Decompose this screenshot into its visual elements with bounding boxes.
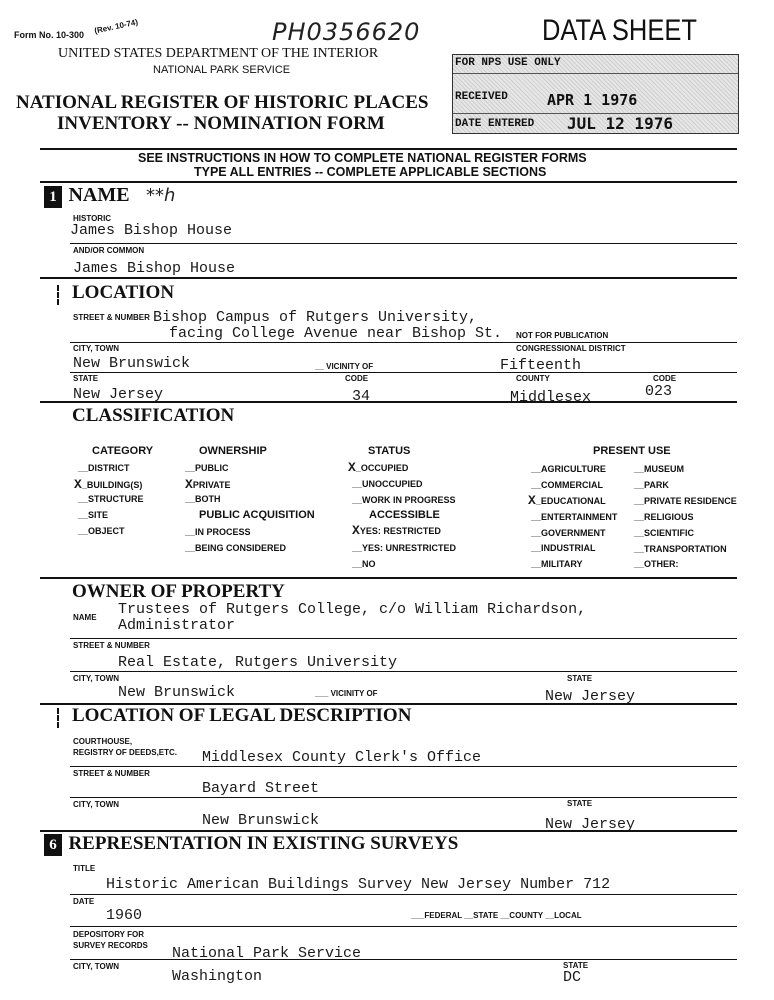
owner-section-title: OWNER OF PROPERTY [72, 581, 285, 602]
county-code-label: CODE [653, 374, 677, 383]
use-private-residence[interactable]: __PRIVATE RESIDENCE [634, 496, 737, 506]
data-sheet-stamp: DATA SHEET [542, 14, 697, 47]
historic-label: HISTORIC [73, 214, 112, 223]
use-scientific[interactable]: __SCIENTIFIC [634, 528, 695, 538]
status-heading: STATUS [368, 445, 411, 457]
owner-vicinity-label: ___ VICINITY OF [315, 689, 378, 698]
survey-date: 1960 [106, 907, 143, 924]
instructions-line-1: SEE INSTRUCTIONS IN HOW TO COMPLETE NATIONAL REGISTER FORMS [138, 151, 587, 165]
owner-street: Real Estate, Rutgers University [118, 654, 398, 671]
depository-value: National Park Service [172, 945, 362, 962]
survey-state-label: STATE [563, 961, 589, 970]
section-6-header [44, 833, 458, 856]
ownership-public[interactable]: __PUBLIC [185, 463, 229, 473]
use-transportation[interactable]: __TRANSPORTATION [634, 544, 727, 554]
use-entertainment[interactable]: __ENTERTAINMENT [531, 512, 618, 522]
category-structure[interactable]: __STRUCTURE [78, 494, 144, 504]
use-government[interactable]: __GOVERNMENT [531, 528, 606, 538]
depository-label-line-2: SURVEY RECORDS [73, 941, 148, 950]
survey-title-label: TITLE [73, 864, 96, 873]
city-label: CITY, TOWN [73, 344, 120, 353]
acquisition-in-process[interactable]: __IN PROCESS [185, 527, 251, 537]
location-city: New Brunswick [73, 355, 191, 372]
use-park[interactable]: __PARK [634, 480, 669, 490]
survey-city-label: CITY, TOWN [73, 962, 120, 971]
courthouse-label-line-1: COURTHOUSE, [73, 737, 133, 746]
legal-state-label: STATE [567, 799, 593, 808]
county-name: Middlesex [510, 389, 592, 406]
category-site[interactable]: __SITE [78, 510, 109, 520]
agency-name: NATIONAL PARK SERVICE [153, 64, 291, 76]
present-use-heading: PRESENT USE [593, 445, 671, 457]
received-date: APR 1 1976 [547, 91, 638, 109]
category-object[interactable]: __OBJECT [78, 526, 125, 536]
street-label: STREET & NUMBER [73, 313, 150, 322]
field-line [70, 372, 737, 373]
accessible-yes-unrestricted[interactable]: __YES: UNRESTRICTED [352, 543, 457, 553]
form-number: Form No. 10-300 [14, 30, 85, 40]
legal-state: New Jersey [545, 816, 636, 833]
section-title: NAME [68, 184, 130, 206]
section-number: 1 [44, 186, 62, 208]
divider [40, 148, 737, 150]
classification-section-title: CLASSIFICATION [72, 405, 235, 426]
county-label: COUNTY [516, 374, 550, 383]
congressional-district-label: CONGRESSIONAL DISTRICT [516, 344, 626, 353]
location-section-title: LOCATION [72, 282, 175, 303]
owner-city: New Brunswick [118, 684, 236, 701]
nps-use-only-box [452, 54, 739, 134]
section-marker [57, 708, 61, 728]
ownership-private[interactable]: XPRIVATE [185, 477, 231, 492]
use-other[interactable]: __OTHER: [634, 559, 679, 569]
legal-city: New Brunswick [202, 812, 320, 829]
accessible-yes-restricted[interactable]: XYES: RESTRICTED [352, 523, 441, 538]
handwritten-annotation: **h [146, 185, 176, 206]
field-line [70, 926, 737, 927]
use-educational[interactable]: X_EDUCATIONAL [528, 493, 606, 508]
owner-state-label: STATE [567, 674, 593, 683]
field-line [70, 766, 737, 767]
received-label: RECEIVED [455, 91, 508, 103]
not-for-publication-label: NOT FOR PUBLICATION [516, 331, 609, 340]
congressional-district: Fifteenth [500, 357, 582, 374]
common-name: James Bishop House [73, 260, 236, 277]
divider [40, 830, 737, 832]
category-district[interactable]: __DISTRICT [78, 463, 130, 473]
field-line [70, 638, 737, 639]
ownership-both[interactable]: __BOTH [185, 494, 221, 504]
handwritten-reference-number: PH0356620 [272, 18, 421, 46]
section-marker [57, 285, 61, 305]
instructions-line-2: TYPE ALL ENTRIES -- COMPLETE APPLICABLE SECTIONS [194, 165, 547, 179]
surveys-section-title: REPRESENTATION IN EXISTING SURVEYS [68, 833, 459, 854]
survey-city: Washington [172, 968, 263, 985]
date-entered-value: JUL 12 1976 [567, 114, 673, 133]
divider [40, 401, 737, 403]
section-1-header [44, 184, 175, 208]
field-line [70, 959, 737, 960]
state-code-label: CODE [345, 374, 369, 383]
acquisition-being-considered[interactable]: __BEING CONSIDERED [185, 543, 287, 553]
use-commercial[interactable]: __COMMERCIAL [531, 480, 604, 490]
use-religious[interactable]: __RELIGIOUS [634, 512, 694, 522]
survey-levels: ___FEDERAL __STATE __COUNTY __LOCAL [411, 911, 582, 920]
survey-date-label: DATE [73, 897, 95, 906]
state-label: STATE [73, 374, 99, 383]
category-buildings[interactable]: X_BUILDING(S) [74, 477, 143, 492]
use-military[interactable]: __MILITARY [531, 559, 583, 569]
nps-use-only-label: FOR NPS USE ONLY [455, 57, 561, 69]
field-line [70, 671, 737, 672]
legal-street: Bayard Street [202, 780, 320, 797]
ownership-heading: OWNERSHIP [199, 445, 267, 457]
section-number: 6 [44, 834, 62, 856]
common-name-label: AND/OR COMMON [73, 246, 145, 255]
owner-city-label: CITY, TOWN [73, 674, 120, 683]
depository-label-line-1: DEPOSITORY FOR [73, 930, 144, 939]
field-line [70, 894, 737, 895]
accessible-heading: ACCESSIBLE [369, 509, 440, 521]
courthouse-label-line-2: REGISTRY OF DEEDS,ETC. [73, 748, 178, 757]
divider [40, 181, 737, 183]
divider [40, 577, 737, 579]
owner-name-line-2: Administrator [118, 617, 236, 634]
owner-state: New Jersey [545, 688, 636, 705]
historic-name: James Bishop House [70, 222, 233, 239]
form-title-line-2: INVENTORY -- NOMINATION FORM [57, 113, 385, 134]
owner-name-label: NAME [73, 613, 97, 622]
department-name: UNITED STATES DEPARTMENT OF THE INTERIOR [58, 46, 379, 61]
location-street-line-1: Bishop Campus of Rutgers University, [153, 309, 478, 326]
legal-description-section-title: LOCATION OF LEGAL DESCRIPTION [72, 705, 412, 726]
category-heading: CATEGORY [92, 445, 154, 457]
owner-street-label: STREET & NUMBER [73, 641, 150, 650]
form-title-line-1: NATIONAL REGISTER OF HISTORIC PLACES [16, 92, 429, 113]
survey-state: DC [563, 969, 582, 986]
use-industrial[interactable]: __INDUSTRIAL [531, 543, 596, 553]
field-line [70, 243, 737, 244]
owner-name-line-1: Trustees of Rutgers College, c/o William Richardson, [118, 601, 587, 618]
public-acquisition-heading: PUBLIC ACQUISITION [199, 509, 315, 521]
county-code: 023 [645, 383, 673, 400]
status-occupied[interactable]: X_OCCUPIED [348, 460, 409, 475]
use-agriculture[interactable]: __AGRICULTURE [531, 464, 606, 474]
divider [40, 277, 737, 279]
form-revision: (Rev. 10-74) [93, 17, 139, 36]
vicinity-label: __ VICINITY OF [315, 362, 374, 371]
status-work-in-progress[interactable]: __WORK IN PROGRESS [352, 495, 456, 505]
status-unoccupied[interactable]: __UNOCCUPIED [352, 479, 423, 489]
survey-title: Historic American Buildings Survey New Jersey Number 712 [106, 876, 611, 893]
courthouse-value: Middlesex County Clerk's Office [202, 749, 482, 766]
state-code: 34 [352, 388, 371, 405]
accessible-no[interactable]: __NO [352, 559, 376, 569]
field-line [70, 342, 737, 343]
legal-street-label: STREET & NUMBER [73, 769, 150, 778]
use-museum[interactable]: __MUSEUM [634, 464, 685, 474]
location-state: New Jersey [73, 386, 164, 403]
field-line [70, 797, 737, 798]
location-street-line-2: facing College Avenue near Bishop St. [169, 325, 503, 342]
legal-city-label: CITY, TOWN [73, 800, 120, 809]
date-entered-label: DATE ENTERED [455, 118, 535, 130]
